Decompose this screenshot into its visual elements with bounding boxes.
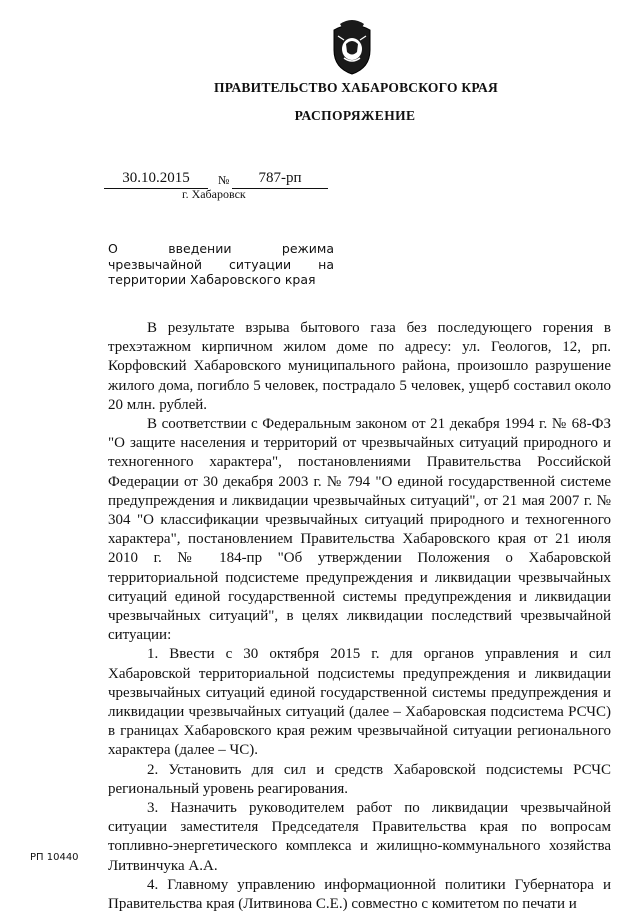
document-date: 30.10.2015 xyxy=(104,170,208,189)
document-number: 787-рп xyxy=(232,170,328,189)
footer-code: РП 10440 xyxy=(30,852,79,863)
document-subject: О введении режима чрезвычайной ситуации на территории Хабаровского края xyxy=(108,241,334,287)
document-body xyxy=(108,319,611,914)
body-paragraph: 1. Ввести с 30 октября 2015 г. для органов управления и сил Хабаровской территориальной подсистемы предупреждения и ликвидации чрезвычайных ситуаций единой государственной системы предупреждения и ликвидации чрезвычайных ситуаций (далее – Хабаровская подсистема РСЧС) в границах Хабаровского края режим чрезвычайной ситуации регионального характера (далее – ЧС). xyxy=(108,646,611,759)
coat-of-arms-icon xyxy=(330,16,374,76)
body-paragraph: 2. Установить для сил и средств Хабаровской подсистемы РСЧС региональный уровень реагирования. xyxy=(108,761,611,797)
number-sign: № xyxy=(218,173,230,187)
government-name: ПРАВИТЕЛЬСТВО ХАБАРОВСКОГО КРАЯ xyxy=(214,80,498,95)
body-paragraph: В результате взрыва бытового газа без последующего горения в трехэтажном кирпичном жилом доме по адресу: ул. Геологов, 12, рп. Корфовский Хабаровского муниципального района, произошло разрушение жилого дома, погибло 5 человек, пострадало 5 человек, ущерб составил около 20 млн. рублей. xyxy=(108,320,611,413)
document-type: РАСПОРЯЖЕНИЕ xyxy=(294,108,416,123)
document-city: г. Хабаровск xyxy=(182,187,246,201)
body-paragraph: 3. Назначить руководителем работ по ликвидации чрезвычайной ситуации заместителя Председателя Правительства края по вопросам топливно-энергетического комплекса и жилищно-коммунального хозяйства Литвинчука А.А. xyxy=(108,800,611,874)
body-paragraph: 4. Главному управлению информационной политики Губернатора и Правительства края (Литвинова С.Е.) совместно с комитетом по печати и xyxy=(108,876,611,913)
body-paragraph: В соответствии с Федеральным законом от 21 декабря 1994 г. № 68-ФЗ "О защите населения и территорий от чрезвычайных ситуаций природного и техногенного характера", постановлениями Правительства Российской Федерации от 30 декабря 2003 г. № 794 "О единой государственной системе предупреждения и ликвидации чрезвычайных ситуаций", от 21 мая 2007 г. № 304 "О классификации чрезвычайных ситуаций природного и техногенного характера", постановлением Правительства Хабаровского края от 21 июля 2010 г. № 184-пр "Об утверждении Положения о Хабаровской территориальной подсистеме предупреждения и ликвидации чрезвычайных ситуаций единой государственной системы предупреждения и ликвидации чрезвычайных ситуаций", в целях ликвидации последствий чрезвычайной ситуации: xyxy=(108,416,611,644)
